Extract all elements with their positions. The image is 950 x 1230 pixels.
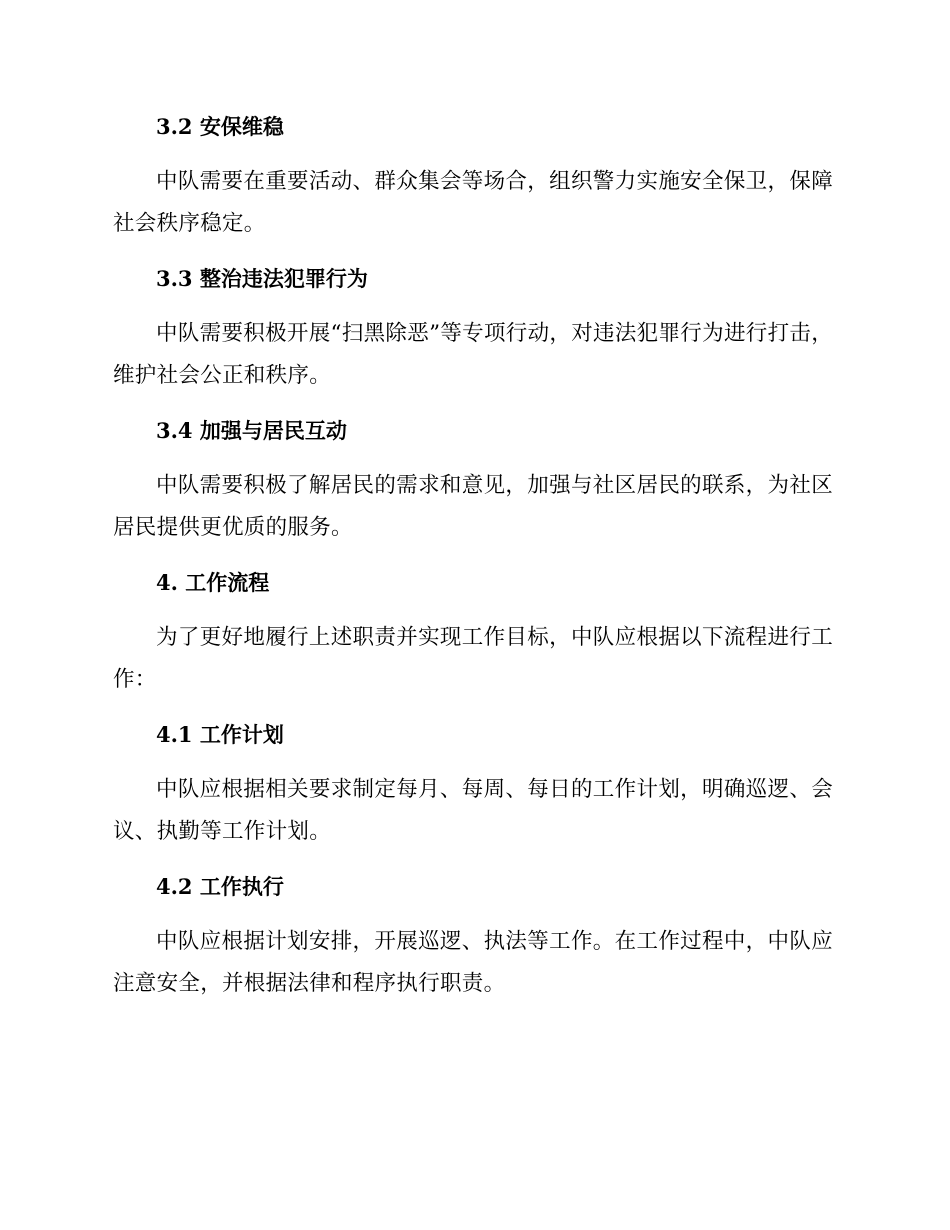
section-paragraph-4-1: 中队应根据相关要求制定每月、每周、每日的工作计划，明确巡逻、会议、执勤等工作计划。	[113, 777, 833, 844]
section-paragraph-4: 为了更好地履行上述职责并实现工作目标，中队应根据以下流程进行工作：	[113, 625, 833, 692]
section-paragraph-3-2: 中队需要在重要活动、群众集会等场合，组织警力实施安全保卫，保障社会秩序稳定。	[113, 169, 833, 236]
section-paragraph-3-4: 中队需要积极了解居民的需求和意见，加强与社区居民的联系，为社区居民提供更优质的服务。	[113, 473, 833, 540]
section-heading-3-4: 3.4 加强与居民互动	[156, 418, 347, 443]
section-heading-4-2: 4.2 工作执行	[156, 874, 284, 899]
section-heading-4: 4. 工作流程	[156, 570, 270, 595]
section-heading-3-3: 3.3 整治违法犯罪行为	[156, 266, 368, 291]
section-paragraph-3-3: 中队需要积极开展“扫黑除恶”等专项行动，对违法犯罪行为进行打击，维护社会公正和秩序。	[113, 321, 833, 388]
section-heading-4-1: 4.1 工作计划	[156, 722, 284, 747]
section-paragraph-4-2: 中队应根据计划安排，开展巡逻、执法等工作。在工作过程中，中队应注意安全，并根据法律和程序执行职责。	[113, 929, 833, 996]
section-heading-3-2: 3.2 安保维稳	[156, 114, 284, 139]
